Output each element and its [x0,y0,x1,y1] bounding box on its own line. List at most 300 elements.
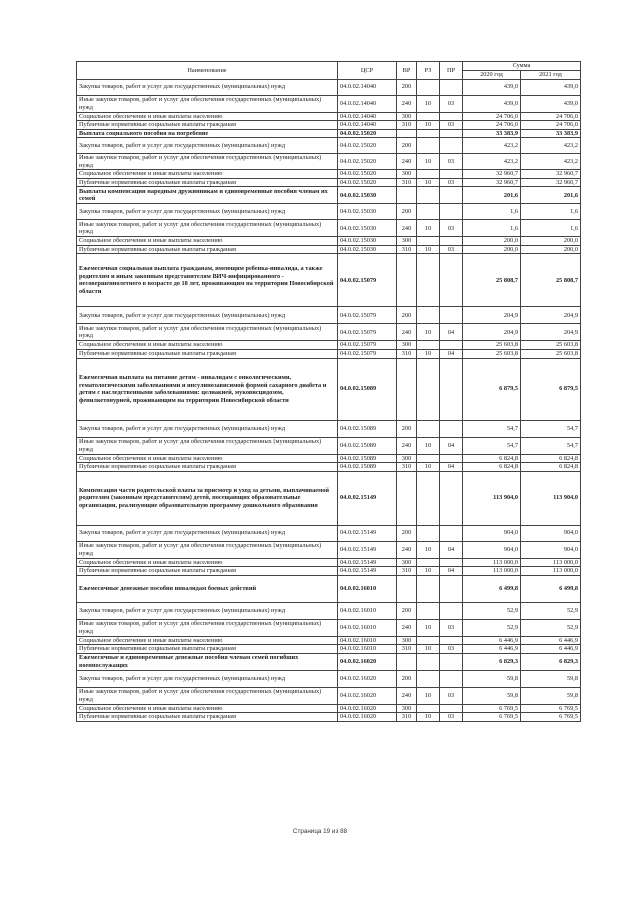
row-csr: 04.0.02.15030 [338,237,397,246]
row-pr: 03 [440,245,463,254]
row-sum-2020: 52,9 [463,602,521,619]
row-name: Публичные нормативные социальные выплаты гражданам [77,245,338,254]
row-rz: 10 [417,437,440,454]
row-rz [417,704,440,713]
row-pr: 03 [440,154,463,170]
row-pr [440,170,463,179]
table-row [77,112,581,121]
row-pr [440,636,463,645]
row-pr: 03 [440,645,463,654]
row-name: Публичные нормативные социальные выплаты гражданам [77,350,338,359]
row-sum-2021: 6 824,8 [521,463,581,472]
row-csr: 04.0.02.15030 [338,187,397,204]
row-rz [417,454,440,463]
row-name: Закупка товаров, работ и услуг для государственных (муниципальных) нужд [77,602,338,619]
row-rz [417,602,440,619]
header-sum: Сумма [463,62,581,71]
row-sum-2020: 6 446,9 [463,636,521,645]
table-row [77,454,581,463]
table-body [77,79,581,721]
row-csr: 04.0.02.14040 [338,121,397,130]
row-rz: 10 [417,350,440,359]
row-rz: 10 [417,95,440,112]
row-sum-2021: 6 824,8 [521,454,581,463]
row-rz: 10 [417,541,440,558]
row-name: Иные закупки товаров, работ и услуг для обеспечения государственных (муниципальных) нужд [77,95,338,112]
row-pr: 03 [440,121,463,130]
row-name: Закупка товаров, работ и услуг для государственных (муниципальных) нужд [77,79,338,95]
row-csr: 04.0.02.14040 [338,79,397,95]
row-name: Публичные нормативные социальные выплаты гражданам [77,567,338,576]
row-csr: 04.0.02.15149 [338,525,397,541]
row-name: Публичные нормативные социальные выплаты гражданам [77,463,338,472]
row-csr: 04.0.02.15149 [338,471,397,525]
row-sum-2021: 24 706,0 [521,121,581,130]
row-name: Ежемесячные и единовременные денежные пособия членам семей погибших военнослужащих [77,653,338,670]
row-vr: 300 [397,454,417,463]
row-rz: 10 [417,154,440,170]
table-row [77,687,581,704]
row-rz [417,129,440,138]
row-name: Социальное обеспечение и иные выплаты населению [77,636,338,645]
table-row [77,324,581,341]
row-pr [440,307,463,324]
table-row [77,437,581,454]
row-pr: 04 [440,567,463,576]
row-rz [417,187,440,204]
row-csr: 04.0.02.16010 [338,645,397,654]
row-sum-2020: 113 000,0 [463,567,521,576]
row-name: Публичные нормативные социальные выплаты гражданам [77,645,338,654]
row-vr: 300 [397,341,417,350]
table-row [77,713,581,722]
row-sum-2021: 113 904,0 [521,471,581,525]
row-csr: 04.0.02.14040 [338,95,397,112]
row-csr: 04.0.02.15089 [338,437,397,454]
row-sum-2020: 1,6 [463,220,521,237]
row-vr [397,575,417,602]
row-sum-2020: 25 808,7 [463,254,521,307]
row-name: Иные закупки товаров, работ и услуг для обеспечения государственных (муниципальных) нужд [77,154,338,170]
row-sum-2020: 54,7 [463,437,521,454]
row-sum-2020: 59,8 [463,687,521,704]
table-row-section [77,471,581,525]
row-sum-2020: 423,2 [463,154,521,170]
row-pr [440,704,463,713]
row-rz: 10 [417,567,440,576]
row-rz [417,79,440,95]
row-vr: 200 [397,79,417,95]
row-rz [417,670,440,687]
row-vr [397,187,417,204]
page-number: Страница 19 из 88 [292,828,348,835]
row-csr: 04.0.02.15149 [338,541,397,558]
table-row-section [77,575,581,602]
table-row [77,95,581,112]
row-name: Публичные нормативные социальные выплаты гражданам [77,713,338,722]
row-name: Публичные нормативные социальные выплаты гражданам [77,178,338,187]
table-row [77,704,581,713]
row-sum-2020: 439,0 [463,95,521,112]
row-rz: 10 [417,645,440,654]
header-vr: ВР [397,62,417,80]
row-sum-2020: 52,9 [463,619,521,636]
table-row [77,670,581,687]
row-csr: 04.0.02.14040 [338,112,397,121]
row-sum-2020: 423,2 [463,138,521,154]
row-csr: 04.0.02.16010 [338,602,397,619]
row-rz: 10 [417,178,440,187]
row-csr: 04.0.02.16020 [338,653,397,670]
table-row [77,307,581,324]
row-sum-2021: 1,6 [521,204,581,220]
row-sum-2021: 25 603,8 [521,341,581,350]
row-vr: 300 [397,112,417,121]
row-pr [440,129,463,138]
row-rz [417,254,440,307]
row-sum-2021: 204,9 [521,324,581,341]
row-sum-2021: 6 879,5 [521,358,581,420]
row-rz [417,558,440,567]
row-pr: 04 [440,437,463,454]
row-vr: 240 [397,154,417,170]
header-year-2021: 2021 год [521,71,581,80]
row-pr [440,602,463,619]
row-rz [417,341,440,350]
row-sum-2021: 59,8 [521,670,581,687]
row-pr [440,454,463,463]
table-row [77,602,581,619]
row-vr: 240 [397,687,417,704]
row-name: Выплата социального пособия на погребение [77,129,338,138]
row-rz [417,653,440,670]
row-sum-2020: 904,0 [463,525,521,541]
row-name: Закупка товаров, работ и услуг для государственных (муниципальных) нужд [77,138,338,154]
row-pr [440,254,463,307]
row-sum-2021: 6 829,3 [521,653,581,670]
table-row [77,204,581,220]
row-rz [417,636,440,645]
row-vr: 200 [397,602,417,619]
row-vr: 300 [397,636,417,645]
row-sum-2020: 6 829,3 [463,653,521,670]
table-row [77,178,581,187]
row-csr: 04.0.02.15020 [338,129,397,138]
row-name: Иные закупки товаров, работ и услуг для обеспечения государственных (муниципальных) нужд [77,220,338,237]
table-row [77,170,581,179]
table-row-section [77,653,581,670]
row-sum-2021: 204,9 [521,307,581,324]
row-name: Иные закупки товаров, работ и услуг для обеспечения государственных (муниципальных) нужд [77,687,338,704]
row-pr: 03 [440,713,463,722]
row-sum-2020: 204,9 [463,324,521,341]
row-csr: 04.0.02.15079 [338,307,397,324]
row-pr: 03 [440,95,463,112]
row-csr: 04.0.02.16020 [338,713,397,722]
row-csr: 04.0.02.16020 [338,670,397,687]
table-row [77,636,581,645]
row-sum-2020: 904,0 [463,541,521,558]
row-sum-2021: 6 446,9 [521,636,581,645]
row-csr: 04.0.02.15089 [338,454,397,463]
row-csr: 04.0.02.15030 [338,204,397,220]
row-sum-2020: 113 904,0 [463,471,521,525]
header-name: Наименование [77,62,338,80]
table-row [77,350,581,359]
row-vr: 300 [397,558,417,567]
table-row [77,558,581,567]
row-sum-2020: 113 000,0 [463,558,521,567]
table-row-section [77,187,581,204]
row-pr: 03 [440,687,463,704]
table-row [77,220,581,237]
row-name: Компенсация части родительской платы за присмотр и уход за детьми, выплачиваемой родителям (законным представителям) детей, посещающих образовательные организации, реализующие образовательную программу дошкольного образования [77,471,338,525]
row-csr: 04.0.02.15089 [338,463,397,472]
row-sum-2021: 24 706,0 [521,112,581,121]
row-name: Социальное обеспечение и иные выплаты населению [77,558,338,567]
row-pr [440,187,463,204]
row-rz: 10 [417,324,440,341]
row-name: Закупка товаров, работ и услуг для государственных (муниципальных) нужд [77,670,338,687]
row-vr [397,358,417,420]
row-vr [397,653,417,670]
budget-table [76,61,581,722]
row-vr: 240 [397,95,417,112]
row-vr: 300 [397,704,417,713]
row-rz [417,471,440,525]
row-csr: 04.0.02.16010 [338,619,397,636]
row-sum-2020: 32 960,7 [463,170,521,179]
row-csr: 04.0.02.15030 [338,220,397,237]
row-pr [440,653,463,670]
row-rz [417,170,440,179]
row-sum-2021: 25 603,8 [521,350,581,359]
row-sum-2020: 6 879,5 [463,358,521,420]
row-sum-2021: 32 960,7 [521,178,581,187]
row-sum-2020: 439,0 [463,79,521,95]
row-csr: 04.0.02.15020 [338,170,397,179]
row-sum-2020: 201,6 [463,187,521,204]
row-name: Социальное обеспечение и иные выплаты населению [77,454,338,463]
row-name: Публичные нормативные социальные выплаты гражданам [77,121,338,130]
row-sum-2021: 33 383,9 [521,129,581,138]
row-sum-2021: 904,0 [521,525,581,541]
row-rz [417,307,440,324]
row-rz [417,237,440,246]
row-vr: 240 [397,220,417,237]
row-sum-2020: 33 383,9 [463,129,521,138]
header-csr: ЦСР [338,62,397,80]
row-name: Иные закупки товаров, работ и услуг для обеспечения государственных (муниципальных) нужд [77,541,338,558]
row-csr: 04.0.02.15020 [338,178,397,187]
row-sum-2021: 32 960,7 [521,170,581,179]
row-sum-2021: 25 808,7 [521,254,581,307]
row-pr [440,575,463,602]
row-pr [440,138,463,154]
table-row [77,525,581,541]
row-rz [417,112,440,121]
row-vr [397,471,417,525]
table-row [77,645,581,654]
row-sum-2020: 6 769,5 [463,713,521,722]
row-sum-2020: 25 603,8 [463,350,521,359]
row-vr: 240 [397,541,417,558]
row-name: Социальное обеспечение и иные выплаты населению [77,704,338,713]
row-sum-2020: 6 824,8 [463,463,521,472]
row-sum-2021: 423,2 [521,154,581,170]
row-name: Социальное обеспечение и иные выплаты населению [77,341,338,350]
row-name: Социальное обеспечение и иные выплаты населению [77,170,338,179]
row-vr [397,129,417,138]
row-rz: 10 [417,687,440,704]
row-sum-2020: 200,0 [463,237,521,246]
row-name: Иные закупки товаров, работ и услуг для обеспечения государственных (муниципальных) нужд [77,324,338,341]
row-vr: 200 [397,307,417,324]
row-sum-2021: 54,7 [521,437,581,454]
table-row [77,245,581,254]
row-csr: 04.0.02.15030 [338,245,397,254]
row-rz: 10 [417,619,440,636]
row-sum-2020: 24 706,0 [463,121,521,130]
row-sum-2020: 1,6 [463,204,521,220]
row-pr: 04 [440,541,463,558]
row-name: Социальное обеспечение и иные выплаты населению [77,112,338,121]
row-pr [440,112,463,121]
row-pr: 04 [440,324,463,341]
row-sum-2020: 6 769,5 [463,704,521,713]
row-sum-2020: 204,9 [463,307,521,324]
row-csr: 04.0.02.15149 [338,558,397,567]
row-name: Социальное обеспечение и иные выплаты населению [77,237,338,246]
row-vr: 310 [397,121,417,130]
row-vr: 200 [397,525,417,541]
row-sum-2020: 24 706,0 [463,112,521,121]
row-pr: 03 [440,178,463,187]
row-sum-2021: 59,8 [521,687,581,704]
row-rz: 10 [417,220,440,237]
row-sum-2021: 1,6 [521,220,581,237]
row-sum-2021: 113 000,0 [521,558,581,567]
row-vr: 200 [397,138,417,154]
row-pr [440,79,463,95]
row-rz [417,575,440,602]
table-row [77,154,581,170]
row-rz [417,138,440,154]
row-csr: 04.0.02.15079 [338,324,397,341]
header-pr: ПР [440,62,463,80]
row-sum-2021: 52,9 [521,602,581,619]
row-pr [440,525,463,541]
row-sum-2021: 200,0 [521,237,581,246]
row-sum-2020: 54,7 [463,420,521,437]
row-sum-2021: 904,0 [521,541,581,558]
row-rz [417,420,440,437]
row-rz: 10 [417,121,440,130]
row-pr: 04 [440,463,463,472]
row-name: Ежемесячная выплата на питание детям - инвалидам с онкологическими, гематологическими заболеваниями и инсулинозависимой формой сахарного диабета и детям с наследственными заболеваниями: целиакией, муковисцидозом, фенилкетонурией, проживающим на территории Новосибирской области [77,358,338,420]
row-csr: 04.0.02.15079 [338,341,397,350]
row-csr: 04.0.02.15089 [338,420,397,437]
row-csr: 04.0.02.16020 [338,704,397,713]
row-csr: 04.0.02.16010 [338,575,397,602]
row-name: Закупка товаров, работ и услуг для государственных (муниципальных) нужд [77,420,338,437]
row-vr: 240 [397,324,417,341]
row-name: Иные закупки товаров, работ и услуг для обеспечения государственных (муниципальных) нужд [77,437,338,454]
row-sum-2020: 6 824,8 [463,454,521,463]
row-name: Выплаты компенсации народным дружинникам и единовременные пособия членам их семей [77,187,338,204]
row-name: Иные закупки товаров, работ и услуг для обеспечения государственных (муниципальных) нужд [77,619,338,636]
row-csr: 04.0.02.15020 [338,138,397,154]
row-csr: 04.0.02.16020 [338,687,397,704]
row-rz [417,358,440,420]
row-sum-2020: 6 499,8 [463,575,521,602]
row-vr [397,254,417,307]
row-pr: 03 [440,220,463,237]
row-vr: 240 [397,437,417,454]
row-pr [440,237,463,246]
row-csr: 04.0.02.15020 [338,154,397,170]
row-vr: 200 [397,204,417,220]
table-row [77,237,581,246]
row-pr [440,471,463,525]
row-sum-2021: 439,0 [521,95,581,112]
row-rz: 10 [417,713,440,722]
row-sum-2021: 423,2 [521,138,581,154]
row-sum-2020: 32 960,7 [463,178,521,187]
row-vr: 310 [397,178,417,187]
row-sum-2021: 201,6 [521,187,581,204]
header-rz: РЗ [417,62,440,80]
row-rz [417,204,440,220]
row-vr: 310 [397,245,417,254]
row-name: Закупка товаров, работ и услуг для государственных (муниципальных) нужд [77,307,338,324]
row-pr: 03 [440,619,463,636]
row-vr: 200 [397,670,417,687]
row-vr: 310 [397,713,417,722]
row-sum-2021: 6 446,9 [521,645,581,654]
table-row [77,567,581,576]
row-rz [417,525,440,541]
row-vr: 310 [397,567,417,576]
row-pr [440,358,463,420]
row-sum-2021: 6 769,5 [521,713,581,722]
table-row-section [77,358,581,420]
row-name: Закупка товаров, работ и услуг для государственных (муниципальных) нужд [77,204,338,220]
row-sum-2021: 439,0 [521,79,581,95]
row-csr: 04.0.02.15089 [338,358,397,420]
row-vr: 310 [397,463,417,472]
row-name: Закупка товаров, работ и услуг для государственных (муниципальных) нужд [77,525,338,541]
row-name: Ежемесячные денежные пособия инвалидам боевых действий [77,575,338,602]
table-row [77,138,581,154]
row-sum-2021: 6 769,5 [521,704,581,713]
row-pr [440,670,463,687]
row-sum-2020: 6 446,9 [463,645,521,654]
row-vr: 300 [397,237,417,246]
row-sum-2020: 59,8 [463,670,521,687]
table-row-section [77,129,581,138]
table-row [77,121,581,130]
table-row [77,420,581,437]
table-row [77,541,581,558]
row-vr: 310 [397,645,417,654]
row-name: Ежемесячная социальная выплата гражданам, имеющим ребенка-инвалида, а также родителям и иным законным представителям ВИЧ-инфицированного - несовершеннолетнего в возрасте до 18 лет, проживающим на территории Новосибирской области [77,254,338,307]
row-pr [440,204,463,220]
table-row [77,463,581,472]
row-sum-2021: 54,7 [521,420,581,437]
row-csr: 04.0.02.15149 [338,567,397,576]
row-rz: 10 [417,463,440,472]
